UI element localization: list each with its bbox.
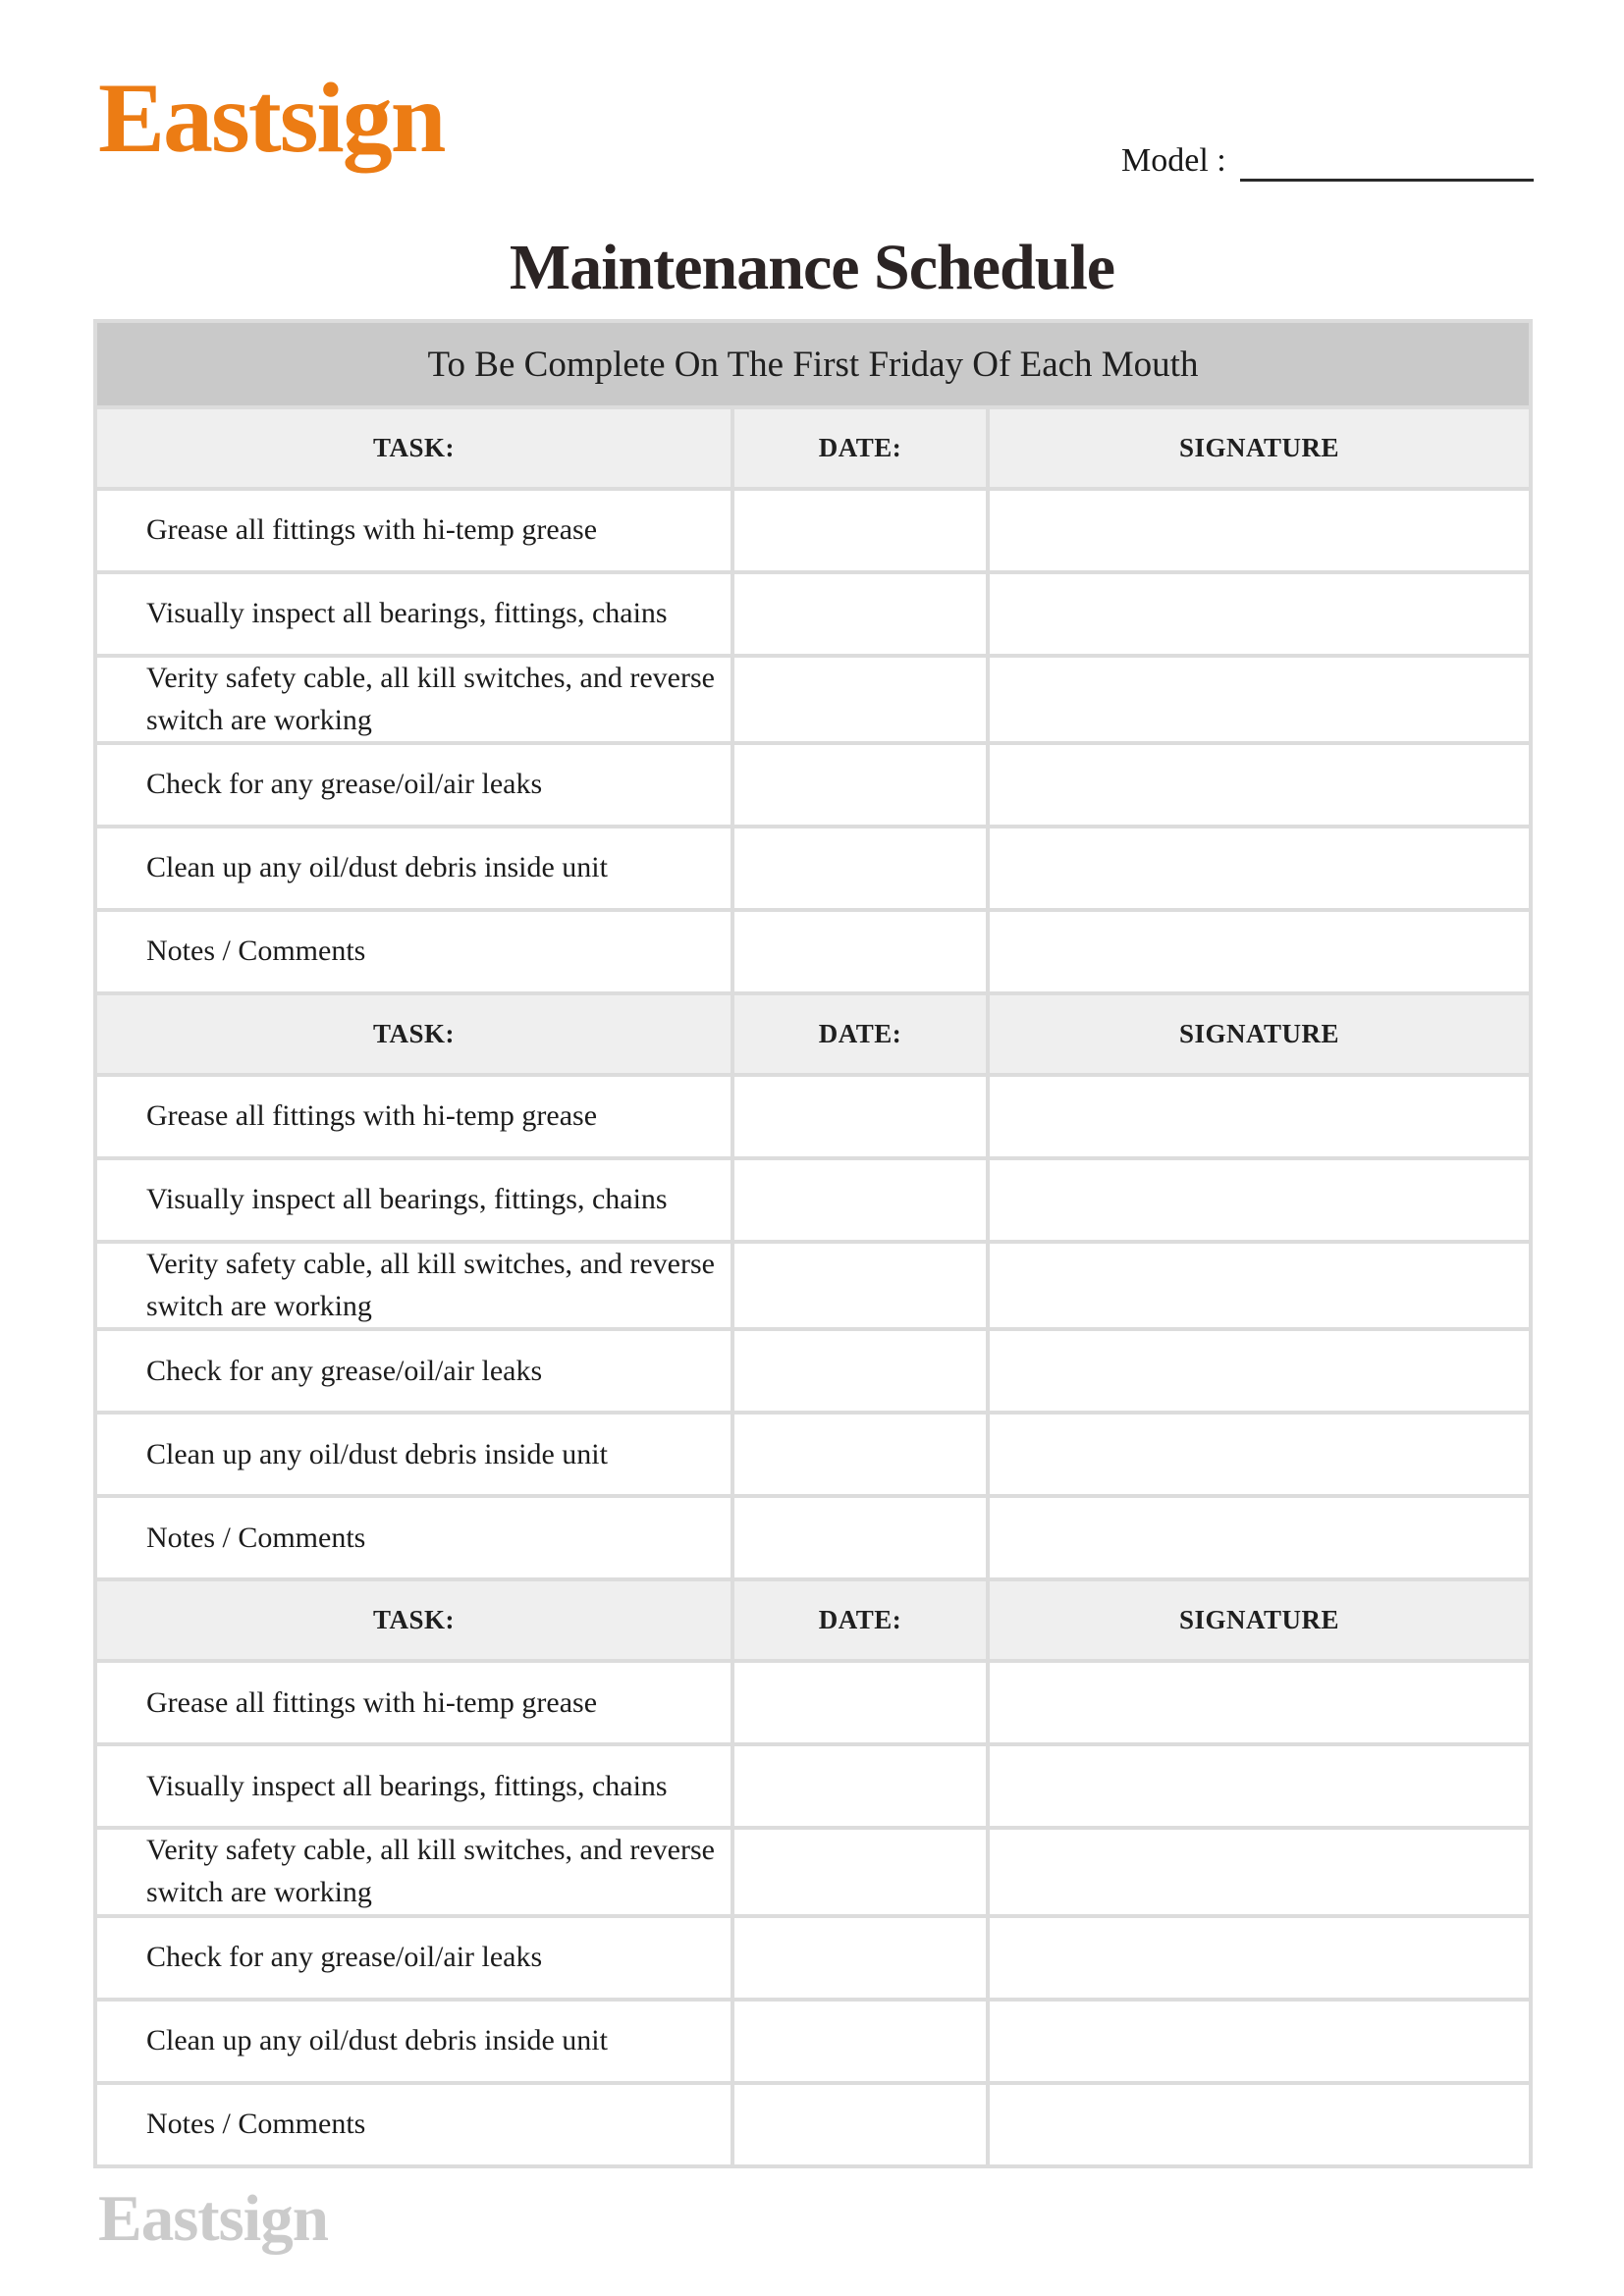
signature-cell [990, 658, 1529, 741]
task-cell [97, 2085, 731, 2164]
task-row [97, 658, 1529, 741]
signature-cell [990, 2085, 1529, 2164]
date-cell [734, 1160, 986, 1240]
column-header-task: TASK: [97, 995, 731, 1073]
task-row [97, 1746, 1529, 1826]
task-row [97, 1663, 1529, 1742]
task-cell [97, 745, 731, 825]
task-label: Grease all fittings with hi-temp grease [146, 513, 598, 547]
task-cell [97, 1077, 731, 1156]
task-cell [97, 1830, 731, 1913]
task-label: Check for any grease/oil/air leaks [146, 768, 543, 801]
column-header-date: DATE: [734, 1581, 986, 1659]
signature-cell [990, 574, 1529, 654]
signature-cell [990, 1160, 1529, 1240]
date-cell [734, 912, 986, 991]
model-field-row [1121, 141, 1534, 182]
task-label: Visually inspect all bearings, fittings, chains [146, 1769, 668, 1802]
column-header-row [97, 1581, 1529, 1659]
date-cell [734, 491, 986, 570]
task-row [97, 1918, 1529, 1998]
task-label: Notes / Comments [146, 1521, 366, 1554]
task-row [97, 1331, 1529, 1411]
column-header-task: TASK: [97, 409, 731, 487]
task-row [97, 1415, 1529, 1494]
signature-cell [990, 2002, 1529, 2081]
column-header-row [97, 409, 1529, 487]
schedule-table [93, 319, 1533, 2168]
signature-cell [990, 1663, 1529, 1742]
date-cell [734, 828, 986, 908]
task-label: Visually inspect all bearings, fittings, chains [146, 1183, 668, 1216]
date-cell [734, 1498, 986, 1577]
signature-cell [990, 1498, 1529, 1577]
date-cell [734, 574, 986, 654]
date-cell [734, 1918, 986, 1998]
task-cell [97, 912, 731, 991]
task-label: Verity safety cable, all kill switches, and reverse switch are working [146, 1248, 715, 1322]
signature-cell [990, 491, 1529, 570]
task-row [97, 745, 1529, 825]
task-label: Check for any grease/oil/air leaks [146, 1940, 543, 1973]
signature-cell [990, 745, 1529, 825]
task-label: Check for any grease/oil/air leaks [146, 1354, 543, 1387]
date-cell [734, 1331, 986, 1411]
signature-cell [990, 828, 1529, 908]
footer-watermark-logo: Eastsign [98, 2182, 329, 2255]
task-cell [97, 658, 731, 741]
date-cell [734, 2085, 986, 2164]
task-cell [97, 1498, 731, 1577]
task-label: Verity safety cable, all kill switches, and reverse switch are working [146, 662, 715, 736]
task-label: Clean up any oil/dust debris inside unit [146, 1437, 608, 1470]
date-cell [734, 1830, 986, 1913]
task-label: Grease all fittings with hi-temp grease [146, 1685, 598, 1719]
signature-cell [990, 1244, 1529, 1327]
signature-cell [990, 1415, 1529, 1494]
date-cell [734, 745, 986, 825]
column-header-task: TASK: [97, 1581, 731, 1659]
task-cell [97, 574, 731, 654]
signature-cell [990, 912, 1529, 991]
page-title: Maintenance Schedule [509, 232, 1115, 303]
task-cell [97, 1918, 731, 1998]
task-cell [97, 1746, 731, 1826]
task-row [97, 2085, 1529, 2164]
task-cell [97, 1663, 731, 1742]
signature-cell [990, 1830, 1529, 1913]
model-label: Model : [1121, 142, 1226, 180]
task-cell [97, 1331, 731, 1411]
date-cell [734, 1663, 986, 1742]
task-label: Verity safety cable, all kill switches, and reverse switch are working [146, 1834, 715, 1908]
task-row [97, 1498, 1529, 1577]
task-row [97, 1160, 1529, 1240]
signature-cell [990, 1331, 1529, 1411]
signature-cell [990, 1918, 1529, 1998]
task-row [97, 574, 1529, 654]
column-header-date: DATE: [734, 409, 986, 487]
task-label: Notes / Comments [146, 934, 366, 968]
company-logo: Eastsign [98, 63, 445, 174]
task-label: Notes / Comments [146, 2107, 366, 2140]
model-fill-line [1240, 141, 1534, 182]
date-cell [734, 1244, 986, 1327]
date-cell [734, 1077, 986, 1156]
task-cell [97, 491, 731, 570]
task-row [97, 1077, 1529, 1156]
date-cell [734, 658, 986, 741]
task-label: Clean up any oil/dust debris inside unit [146, 2023, 608, 2056]
signature-cell [990, 1746, 1529, 1826]
date-cell [734, 2002, 986, 2081]
column-header-signature: SIGNATURE [990, 995, 1529, 1073]
task-row [97, 828, 1529, 908]
column-header-row [97, 995, 1529, 1073]
task-row [97, 2002, 1529, 2081]
task-row [97, 912, 1529, 991]
column-header-signature: SIGNATURE [990, 409, 1529, 487]
task-row [97, 1244, 1529, 1327]
column-header-date: DATE: [734, 995, 986, 1073]
task-cell [97, 1160, 731, 1240]
signature-cell [990, 1077, 1529, 1156]
task-cell [97, 828, 731, 908]
task-cell [97, 1244, 731, 1327]
task-cell [97, 1415, 731, 1494]
task-label: Visually inspect all bearings, fittings, chains [146, 597, 668, 630]
task-cell [97, 2002, 731, 2081]
task-label: Clean up any oil/dust debris inside unit [146, 851, 608, 884]
task-row [97, 491, 1529, 570]
task-row [97, 1830, 1529, 1913]
date-cell [734, 1415, 986, 1494]
table-banner: To Be Complete On The First Friday Of Each Mouth [97, 323, 1529, 405]
date-cell [734, 1746, 986, 1826]
column-header-signature: SIGNATURE [990, 1581, 1529, 1659]
task-label: Grease all fittings with hi-temp grease [146, 1099, 598, 1133]
